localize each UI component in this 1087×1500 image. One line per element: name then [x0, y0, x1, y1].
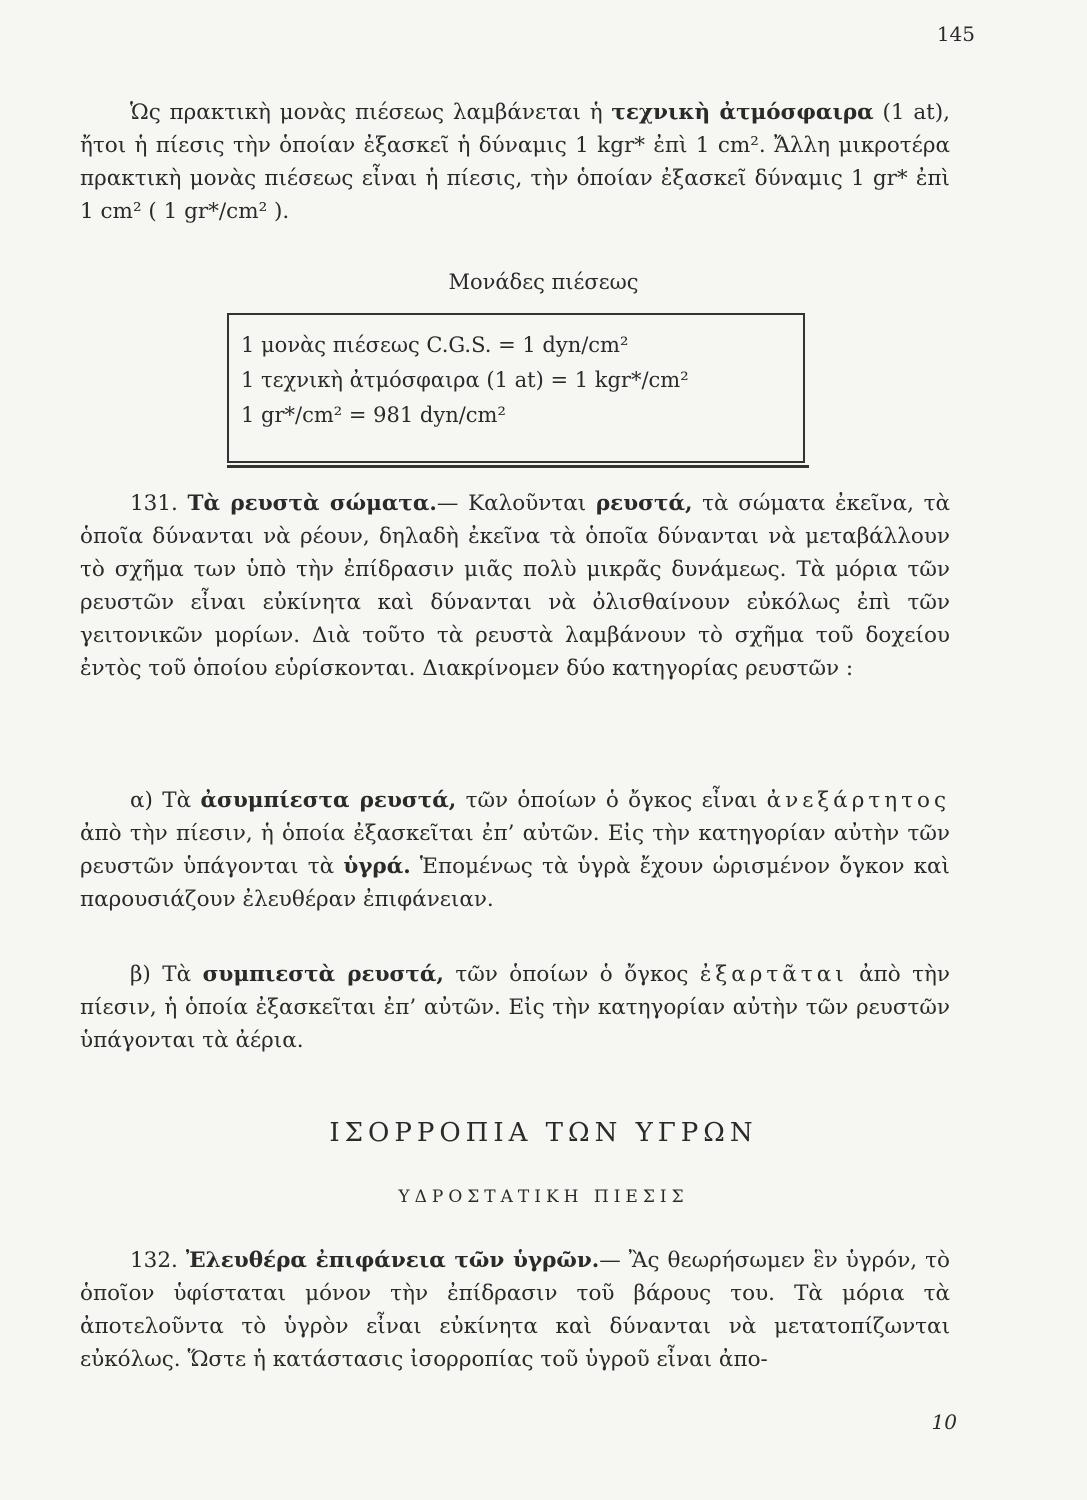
alpha-text-4: Ἑπομένως τὰ ὑγρὰ ἔχουν ὡρισμένον ὄγκον καὶ παρουσιάζουν ἐλευθέραν ἐπιφάνειαν.: [80, 854, 950, 912]
beta-text-3: ἀπὸ τὴν πίεσιν, ἡ ὁποία ἐξασκεῖται ἐπ’ αὐτῶν. Εἰς τὴν κατηγορίαν αὐτὴν τῶν ρευστῶν ὑπάγονται τὰ ἀέρια.: [80, 962, 950, 1053]
item-beta: [80, 958, 950, 1057]
signature-mark: 10: [931, 1410, 957, 1434]
box-line-2: 1 τεχνικὴ ἀτμόσφαιρα (1 at) = 1 kgr*/cm²: [241, 368, 689, 392]
incompressible-fluids-term: ἀσυμπίεστα ρευστά,: [200, 788, 457, 813]
intro-text-2: (1 at), ἤτοι ἡ πίεσις τὴν ὁποίαν ἐξασκεῖ ἡ δύναμις 1 kgr* ἐπὶ 1 cm².: [80, 100, 950, 158]
alpha-text-3: ἀπὸ τὴν πίεσιν, ἡ ὁποία ἐξασκεῖται ἐπ’ αὐτῶν. Εἰς τὴν κατηγορίαν αὐτὴν τῶν ρευστῶν ὑπάγονται τὰ: [80, 821, 950, 879]
alpha-text-1: α) Τὰ: [130, 788, 201, 813]
depends-term: ἐξαρτᾶται: [699, 962, 848, 987]
beta-text-2: τῶν ὁποίων ὁ ὄγκος: [443, 962, 700, 987]
chapter-subheading: ΥΔΡΟΣΤΑΤΙΚΗ ΠΙΕΣΙΣ: [398, 1187, 689, 1207]
section-131-body: τὰ σώματα ἐκεῖνα, τὰ ὁποῖα δύνανται νὰ ρέουν, δηλαδὴ ἐκεῖνα τὰ ὁποῖα δύνανται νὰ μεταβάλλουν τὸ σχῆμα των ὑπὸ τὴν ἐπίδρασιν μιᾶς πολὺ μικρᾶς δυνάμεως. Τὰ μόρια τῶν ρευστῶν εἶναι εὐκίνητα καὶ δύνανται νὰ ὀλισθαίνουν εὐκόλως ἐπὶ τῶν γειτονικῶν μορίων. Διὰ τοῦτο τὰ ρευστὰ λαμβάνουν τὸ σχῆμα τοῦ δοχείου ἐντὸς τοῦ ὁποίου εὑρίσκονται. Διακρίνομεν δύο κατηγορίας ρευστῶν :: [80, 491, 950, 681]
section-132-number: 132.: [130, 1248, 178, 1273]
alpha-text-2: τῶν ὁποίων ὁ ὄγκος εἶναι: [456, 788, 767, 813]
section-131: [80, 487, 950, 685]
box-caption: Μονάδες πιέσεως: [448, 270, 639, 294]
fluids-term: ρευστά,: [595, 491, 693, 516]
pressure-units-box: [227, 313, 805, 463]
liquids-term: ὑγρά.: [343, 854, 411, 879]
section-132-body: — Ἂς θεωρήσωμεν ἓν ὑγρόν, τὸ ὁποῖον ὑφίσταται μόνον τὴν ἐπίδρασιν τοῦ βάρους του. Τὰ μόρια τὰ ἀποτελοῦντα τὸ ὑγρὸν εἶναι εὐκίνητα καὶ δύνανται νὰ μετατοπίζωνται εὐκόλως. Ὥστε ἡ κατάστασις ἰσορροπίας τοῦ ὑγροῦ εἶναι ἀπο-: [80, 1248, 950, 1372]
chapter-heading: ΙΣΟΡΡΟΠΙΑ ΤΩΝ ΥΓΡΩΝ: [329, 1118, 758, 1148]
section-132: [80, 1244, 950, 1376]
page-number: 145: [936, 22, 975, 46]
box-line-3: 1 gr*/cm² = 981 dyn/cm²: [241, 403, 506, 427]
intro-text-1: Ὡς πρακτικὴ μονὰς πιέσεως λαμβάνεται ἡ: [130, 100, 612, 125]
section-132-title: Ἐλευθέρα ἐπιφάνεια τῶν ὑγρῶν.: [185, 1248, 600, 1273]
independent-term: ἀνεξάρτητος: [766, 788, 950, 813]
section-131-dash: — Καλοῦνται: [436, 491, 596, 516]
technical-atmosphere-term: τεχνικὴ ἀτμόσφαιρα: [611, 100, 874, 125]
beta-text-1: β) Τὰ: [130, 962, 203, 987]
section-131-number: 131.: [130, 491, 178, 516]
intro-text-3: Ἄλλη μικροτέρα πρακτικὴ μονὰς πιέσεως εἶναι ἡ πίεσις, τὴν ὁποίαν ἐξασκεῖ δύναμις 1 gr* ἐπὶ 1 cm² ( 1 gr*/cm² ).: [80, 133, 950, 224]
intro-paragraph: [80, 96, 950, 228]
section-131-title: Τὰ ρευστὰ σώματα.: [187, 491, 437, 516]
compressible-fluids-term: συμπιεστὰ ρευστά,: [202, 962, 444, 987]
box-line-1: 1 μονὰς πιέσεως C.G.S. = 1 dyn/cm²: [241, 333, 629, 357]
item-alpha: [80, 784, 950, 916]
